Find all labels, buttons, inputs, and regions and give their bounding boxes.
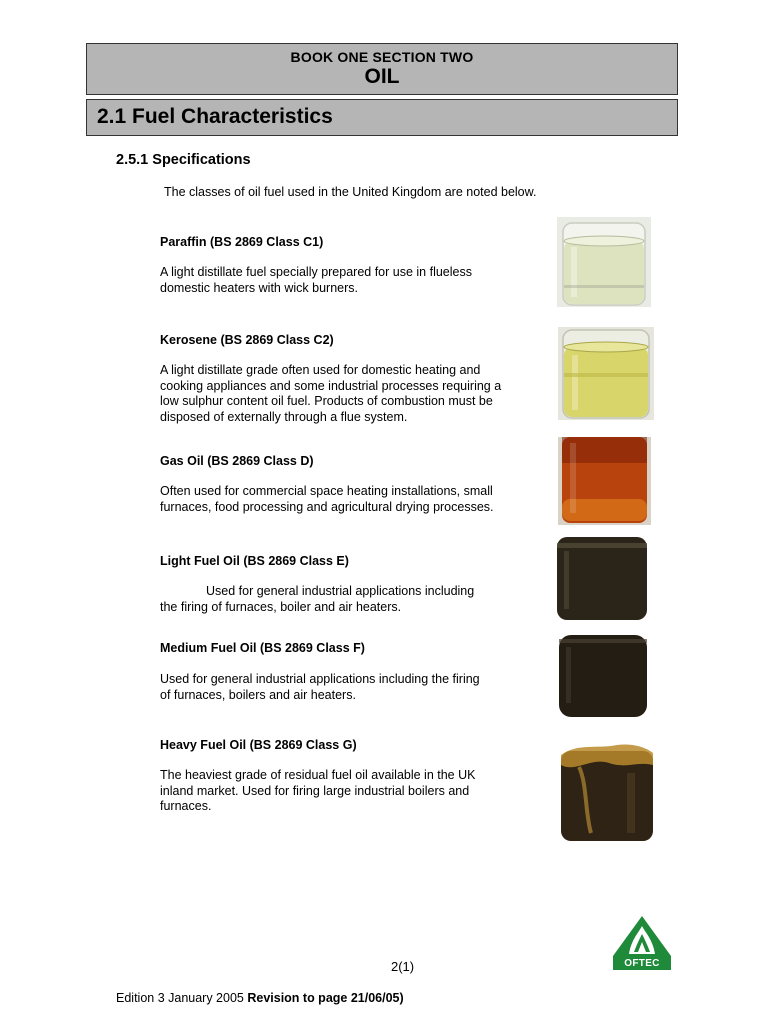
edition-text: Edition 3 January 2005 [116,991,248,1005]
fuel-description-paraffin: A light distillate fuel specially prepared for use in flueless domestic heaters with wick burners. [160,265,472,295]
fuel-description-kerosene: A light distillate grade often used for domestic heating and cooking appliances and some industrial processes requiring a low sulphur content oil fuel. Products of combustion must be disposed of externally through a flue system. [160,363,502,424]
subsection-title: 2.5.1 Specifications [116,152,251,168]
section-title-bar [86,99,678,136]
book-section-label: BOOK ONE SECTION TWO [290,49,474,65]
medium-fuel-oil-sample-photo [556,635,650,719]
book-section-header [86,43,678,95]
edition-footer [116,991,404,1005]
fuel-heading-light-fuel-oil: Light Fuel Oil (BS 2869 Class E) [160,554,349,568]
revision-text: Revision to page 21/06/05) [247,991,404,1005]
oftec-logo-text: OFTEC [624,958,660,969]
heavy-fuel-oil-sample-photo [557,743,659,843]
fuel-description-medium-fuel-oil: Used for general industrial applications including the firing of furnaces, boilers and air heaters. [160,672,480,702]
section-name: OIL [364,65,400,88]
fuel-heading-kerosene: Kerosene (BS 2869 Class C2) [160,333,334,347]
fuel-heading-gas-oil: Gas Oil (BS 2869 Class D) [160,454,314,468]
page-number: 2(1) [391,959,415,974]
fuel-heading-paraffin: Paraffin (BS 2869 Class C1) [160,235,324,249]
light-fuel-oil-sample-photo [554,537,650,622]
fuel-heading-medium-fuel-oil: Medium Fuel Oil (BS 2869 Class F) [160,641,365,655]
oftec-logo [609,914,675,972]
paraffin-sample-photo [557,217,651,307]
fuel-heading-heavy-fuel-oil: Heavy Fuel Oil (BS 2869 Class G) [160,738,357,752]
gas-oil-sample-photo [558,437,651,525]
fuel-description-gas-oil: Often used for commercial space heating installations, small furnaces, food processing and agricultural drying processes. [160,484,494,514]
section-title: 2.1 Fuel Characteristics [97,105,333,128]
fuel-description-light-fuel-oil: Used for general industrial applications including the firing of furnaces, boiler and air heaters. [160,584,475,614]
kerosene-sample-photo [558,327,654,420]
intro-text: The classes of oil fuel used in the United Kingdom are noted below. [164,185,537,199]
fuel-description-heavy-fuel-oil: The heaviest grade of residual fuel oil available in the UK inland market. Used for firing large industrial boilers and furnaces. [160,768,476,813]
